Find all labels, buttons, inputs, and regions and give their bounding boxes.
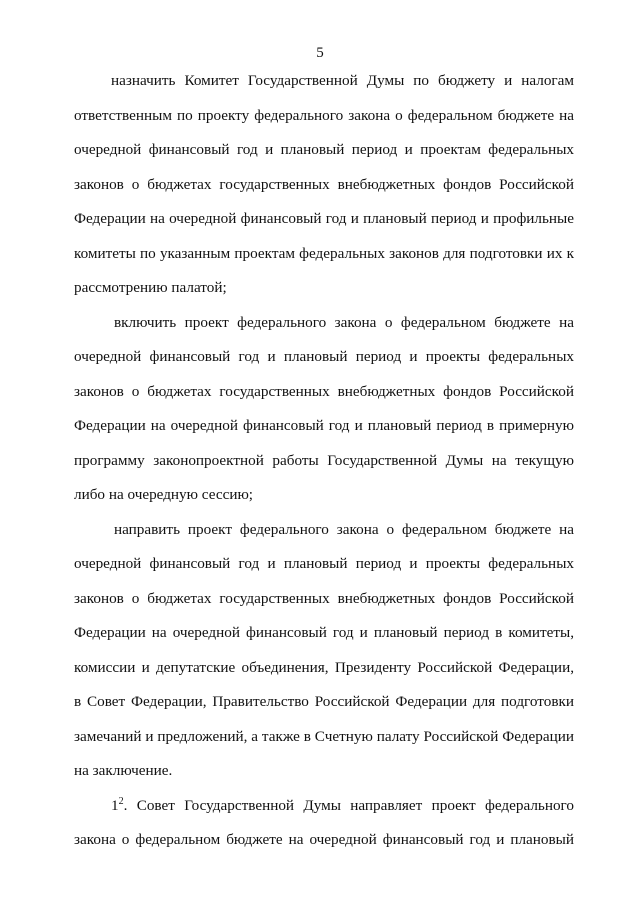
text-line: в Совет Федерации, Правительство Российской Федерации для подготовки — [74, 693, 574, 710]
text-line: комиссии и депутатские объединения, Президенту Российской Федерации, — [74, 658, 574, 676]
text-line: Федерации на очередной финансовый год и плановый период в примерную — [74, 417, 574, 434]
item-text: . Совет Государственной Думы направляет проект федерального — [123, 796, 574, 814]
text-line: ответственным по проекту федерального закона о федеральном бюджете на — [74, 106, 574, 124]
text-line: программу законопроектной работы Государственной Думы на текущую — [74, 451, 574, 469]
text-line: назначить Комитет Государственной Думы по бюджету и налогам — [111, 72, 574, 89]
text-line: законов о бюджетах государственных внебюджетных фондов Российской — [74, 175, 574, 193]
text-line: либо на очередную сессию; — [74, 486, 254, 503]
paragraph-include-program — [74, 306, 574, 513]
text-line: на заключение. — [74, 762, 173, 779]
text-line: законов о бюджетах государственных внебюджетных фондов Российской — [74, 382, 574, 400]
text-line: очередной финансовый год и плановый период и проекты федеральных — [74, 555, 574, 572]
item-number-superscript: 2 — [118, 795, 124, 807]
text-line: Федерации на очередной финансовый год и плановый период в комитеты, — [74, 624, 574, 641]
paragraph-send-project — [74, 513, 574, 789]
text-line — [74, 789, 574, 824]
text-line: очередной финансовый год и плановый период и проектам федеральных — [74, 141, 574, 158]
paragraph-item-1-2 — [74, 789, 574, 858]
text-line: комитеты по указанным проектам федеральных законов для подготовки их к — [74, 244, 574, 262]
text-line: законов о бюджетах государственных внебюджетных фондов Российской — [74, 589, 574, 607]
text-line: закона о федеральном бюджете на очередной финансовый год и плановый — [74, 831, 574, 848]
item-number: 1 — [111, 796, 119, 814]
text-line: направить проект федерального закона о федеральном бюджете на — [114, 520, 574, 538]
paragraph-assign-committee — [74, 64, 574, 306]
text-line: замечаний и предложений, а также в Счетную палату Российской Федерации — [74, 727, 574, 745]
page-number: 5 — [316, 45, 324, 61]
text-line: Федерации на очередной финансовый год и плановый период и профильные — [74, 210, 574, 227]
document-body — [74, 64, 574, 858]
text-line: рассмотрению палатой; — [74, 279, 227, 296]
text-line: очередной финансовый год и плановый период и проекты федеральных — [74, 348, 574, 365]
text-line: включить проект федерального закона о федеральном бюджете на — [114, 313, 574, 331]
